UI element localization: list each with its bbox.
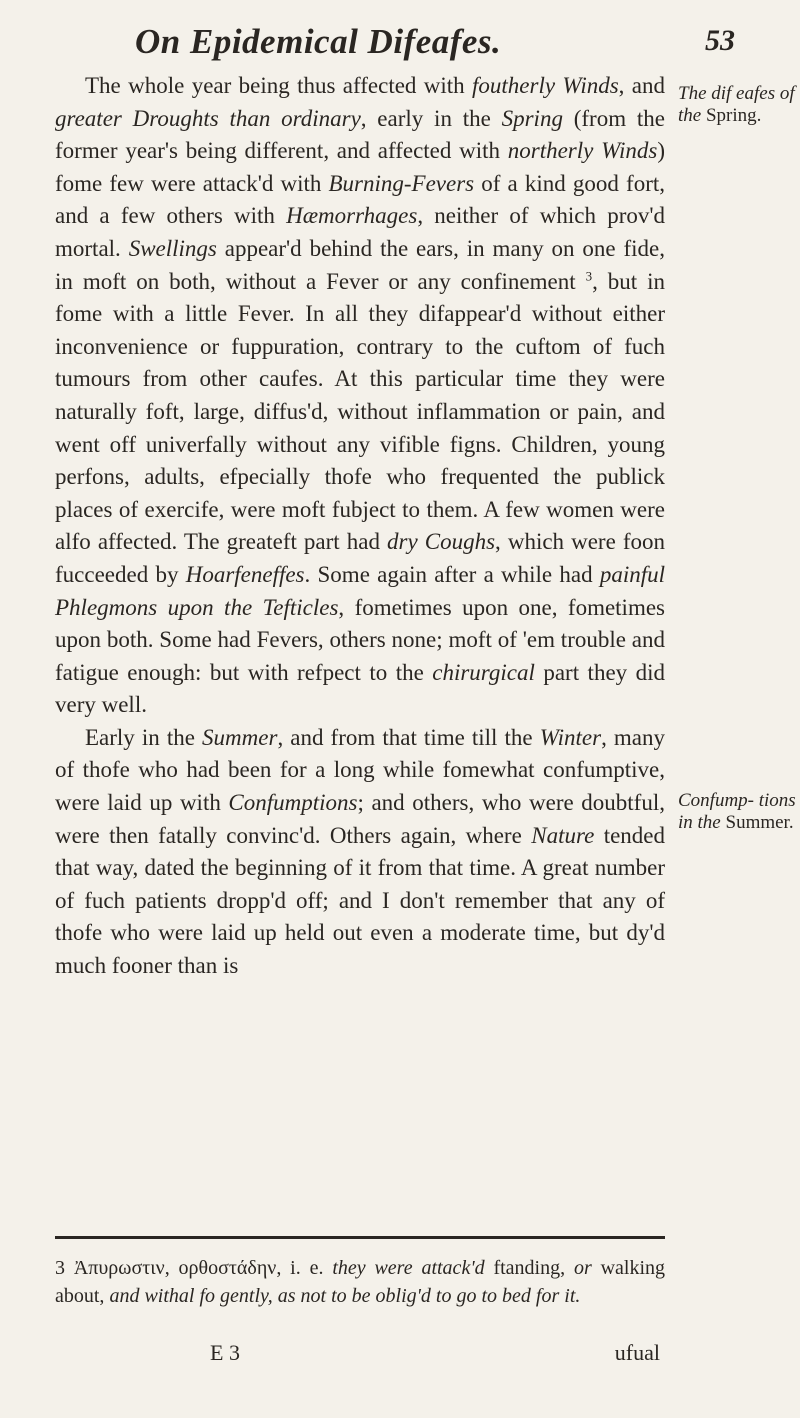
italic-run: northerly Winds [507,138,658,164]
page-number: 53 [705,24,735,57]
text-run: . Some again after a while had [304,561,600,587]
text-run: The whole year being thus affected with [85,73,473,98]
footnote-rule [55,1236,665,1239]
paragraph-spring [55,70,665,722]
italic-run: chirurgical [432,659,535,685]
text-run: 3 [55,1257,74,1279]
text-run: part they did very well. [55,659,666,718]
italic-run: foutherly Winds [472,73,619,98]
italic-run: Summer [202,724,278,750]
text-run: Ἀπυρωστιν, ορθοστάδην [73,1257,277,1279]
text-run: (from the former year's being different, and affected with [55,105,665,164]
italic-run: and withal fo gently, as not to be oblig'd to go to bed for it. [109,1285,581,1307]
footnote [55,1254,665,1310]
italic-run: Winter [539,724,602,750]
catchword: ufual [614,1340,660,1365]
paragraph-summer [55,722,665,983]
text-run: , neither of which prov'd mortal. [55,203,665,261]
margin-note-spring-italic: The dif eafes of the [678,83,795,126]
italic-run: painful Phlegmons upon the Tefticles [55,561,666,620]
text-run: appear'd behind the ears, in many on one fide, in moft on both, without a Fever or any confinement [55,235,665,294]
text-run: , fometimes upon one, fometimes upon both. Some had Fevers, others none; moft of 'em trouble and fatigue enough: but with refpect to the [55,594,665,685]
italic-run: they were attack'd [332,1257,485,1279]
text-run: of a kind good fort, and a few others with [55,170,665,229]
text-run: , and [618,73,665,98]
italic-run: Confumptions [228,790,358,816]
italic-run: Swellings [128,235,217,261]
italic-run: greater Droughts than ordinary [55,105,361,131]
italic-run: Burning-Fevers [328,170,475,196]
margin-note-summer-italic: Confump- tions in the [678,790,796,833]
margin-note-spring [678,83,796,127]
text-run: tended that way, dated the beginning of it from that time. A great number of fuch patients dropp'd off; and I don't remember that any of thofe who were laid up held out even a moderate time, but dy'd much fooner than is [55,822,666,979]
text-run: , early in the [360,105,502,131]
text-run: , and from that time till the [277,724,540,750]
margin-note-summer-roman: Summer. [725,812,794,833]
text-run: , which were foon fucceeded by [55,529,666,587]
body-text [55,70,665,983]
text-run: , i. e. [276,1257,333,1279]
text-run: , many of thofe who had been for a long while fomewhat confumptive, were laid up with [55,724,665,816]
italic-run: or [573,1257,592,1279]
italic-run: Spring [501,105,563,131]
text-run: Early in the [85,724,203,750]
italic-run: Hoarfeneffes [185,561,305,587]
margin-note-summer [678,790,796,834]
italic-run: Nature [531,822,595,848]
running-title: On Epidemical Difeafes. [135,22,502,61]
footnote-ref: 3 [585,267,593,283]
text-run: ; and others, who were doubtful, were then fatally convinc'd. Others again, where [55,790,665,848]
text-run: , but in fome with a little Fever. In all they difappear'd without either inconvenience or fuppuration, contrary to the cuftom of fuch tumours from other caufes. At this particular time they were naturally foft, large, diffus'd, without inflammation or pain, and went off univerfally without any vifible figns. Children, young perfons, adults, efpecially thofe who frequented the publick places of exercife, were moft fubject to them. A few women were alfo affected. The greateft part had [55,268,665,555]
italic-run: dry Coughs [387,529,496,555]
text-run: ) fome few were attack'd with [55,138,665,196]
text-run: walking about, [55,1257,666,1307]
page-header [135,18,735,68]
signature-mark: E 3 [210,1340,240,1365]
margin-note-spring-roman: Spring. [705,105,762,126]
italic-run: Hæmorrhages [286,203,418,229]
text-run: ftanding, [484,1257,574,1279]
